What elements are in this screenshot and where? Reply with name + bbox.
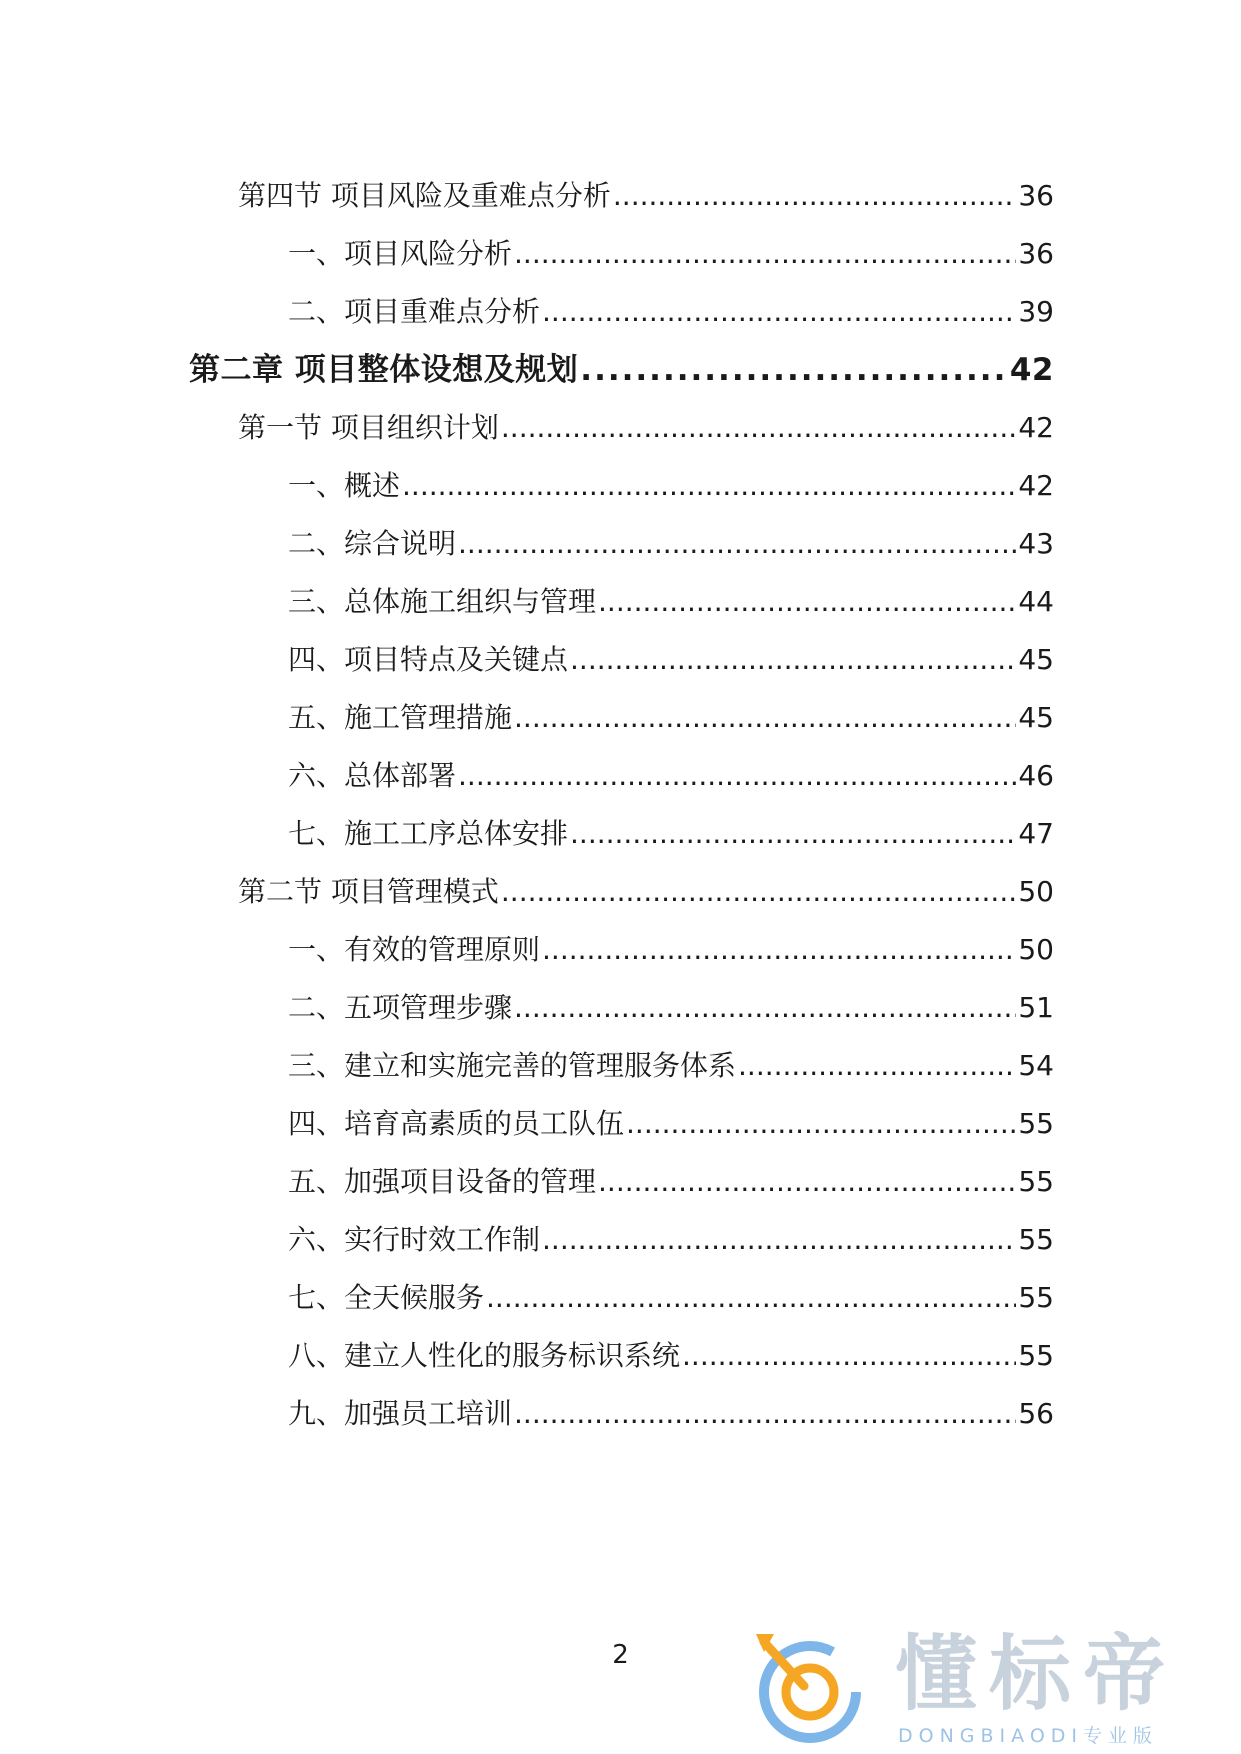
toc-leader-dots [542, 927, 1016, 973]
toc-entry-label: 一、有效的管理原则 [288, 933, 541, 966]
toc-leader-dots [501, 405, 1016, 451]
toc-entry-page: 42 [1018, 469, 1054, 502]
toc-entry[interactable] [288, 637, 1054, 683]
toc-entry-page: 36 [1018, 237, 1054, 270]
toc-entry[interactable] [288, 985, 1054, 1031]
page-number: 2 [612, 1640, 629, 1670]
toc-entry-page: 47 [1018, 817, 1054, 850]
toc-leader-dots [458, 521, 1016, 567]
toc-entry[interactable] [288, 289, 1054, 335]
toc-leader-dots [598, 579, 1016, 625]
toc-leader-dots [570, 811, 1016, 857]
toc-entry-label: 四、项目特点及关键点 [288, 643, 569, 676]
toc-entry[interactable] [288, 927, 1054, 973]
toc-entry-label: 五、施工管理措施 [288, 701, 513, 734]
toc-entry[interactable] [288, 231, 1054, 277]
toc-leader-dots [514, 985, 1016, 1031]
toc-leader-dots [514, 1391, 1016, 1437]
toc-entry-label: 七、施工工序总体安排 [288, 817, 569, 850]
toc-entry-page: 39 [1018, 295, 1054, 328]
watermark-title: 懂标帝 [895, 1627, 1178, 1722]
toc-entry-page: 36 [1018, 179, 1054, 212]
toc-entry-label: 三、总体施工组织与管理 [288, 585, 597, 618]
toc-entry-page: 55 [1018, 1339, 1054, 1372]
toc-entry-page: 42 [1009, 352, 1054, 388]
toc-entry-label: 第二章 项目整体设想及规划 [189, 352, 579, 388]
toc-entry-page: 55 [1018, 1107, 1054, 1140]
toc-entry-page: 44 [1018, 585, 1054, 618]
toc-leader-dots [613, 173, 1016, 219]
toc-entry-label: 二、项目重难点分析 [288, 295, 541, 328]
toc-entry-label: 五、加强项目设备的管理 [288, 1165, 597, 1198]
toc-leader-dots [626, 1101, 1016, 1147]
toc-entry-label: 九、加强员工培训 [288, 1397, 513, 1430]
toc-entry[interactable] [288, 1043, 1054, 1089]
target-logo-icon [752, 1626, 862, 1746]
toc-leader-dots [542, 289, 1016, 335]
toc-entry-label: 第四节 项目风险及重难点分析 [238, 179, 611, 212]
toc-entry-page: 55 [1018, 1165, 1054, 1198]
toc-entry[interactable] [288, 1101, 1054, 1147]
toc-entry[interactable] [288, 695, 1054, 741]
toc-entry-label: 一、概述 [288, 469, 401, 502]
toc-entry-page: 50 [1018, 875, 1054, 908]
toc-entry-page: 54 [1018, 1049, 1054, 1082]
toc-entry[interactable] [238, 405, 1054, 451]
toc-entry[interactable] [288, 1275, 1054, 1321]
toc-leader-dots [514, 695, 1016, 741]
toc-entry-label: 第一节 项目组织计划 [238, 411, 499, 444]
toc-entry[interactable] [288, 521, 1054, 567]
toc-entry-label: 二、综合说明 [288, 527, 457, 560]
toc-entry-label: 二、五项管理步骤 [288, 991, 513, 1024]
toc-entry-page: 50 [1018, 933, 1054, 966]
toc-entry-page: 45 [1018, 701, 1054, 734]
watermark [740, 1620, 1220, 1754]
toc-leader-dots [458, 753, 1016, 799]
toc-entry-label: 四、培育高素质的员工队伍 [288, 1107, 625, 1140]
toc-entry-page: 51 [1018, 991, 1054, 1024]
toc-entry-page: 55 [1018, 1223, 1054, 1256]
toc-chapter-entry[interactable] [189, 347, 1054, 393]
toc-entry-label: 第二节 项目管理模式 [238, 875, 499, 908]
toc-entry[interactable] [288, 811, 1054, 857]
toc-entry[interactable] [288, 1159, 1054, 1205]
toc-leader-dots [682, 1333, 1016, 1379]
toc-leader-dots [514, 231, 1016, 277]
toc-entry[interactable] [238, 869, 1054, 915]
toc-entry[interactable] [288, 1217, 1054, 1263]
toc-entry[interactable] [288, 753, 1054, 799]
toc-entry-label: 七、全天候服务 [288, 1281, 485, 1314]
toc-leader-dots [501, 869, 1016, 915]
toc-entry[interactable] [238, 173, 1054, 219]
toc-leader-dots [402, 463, 1016, 509]
toc-entry-page: 45 [1018, 643, 1054, 676]
toc-leader-dots [580, 347, 1008, 393]
toc-entry-page: 46 [1018, 759, 1054, 792]
toc-entry[interactable] [288, 1333, 1054, 1379]
toc-leader-dots [738, 1043, 1016, 1089]
toc-entry[interactable] [288, 463, 1054, 509]
toc-leader-dots [542, 1217, 1016, 1263]
toc-entry-page: 42 [1018, 411, 1054, 444]
toc-entry[interactable] [288, 1391, 1054, 1437]
toc-entry-page: 43 [1018, 527, 1054, 560]
watermark-subtitle: DONGBIAODI专业版 [898, 1725, 1159, 1747]
toc-leader-dots [598, 1159, 1016, 1205]
toc-entry-page: 55 [1018, 1281, 1054, 1314]
toc-entry-label: 六、总体部署 [288, 759, 457, 792]
toc-entry-page: 56 [1018, 1397, 1054, 1430]
toc-entry-label: 三、建立和实施完善的管理服务体系 [288, 1049, 737, 1082]
toc-entry-label: 八、建立人性化的服务标识系统 [288, 1339, 681, 1372]
toc-leader-dots [570, 637, 1016, 683]
toc-entry-label: 一、项目风险分析 [288, 237, 513, 270]
toc-entry-label: 六、实行时效工作制 [288, 1223, 541, 1256]
toc-leader-dots [486, 1275, 1016, 1321]
toc-entry[interactable] [288, 579, 1054, 625]
